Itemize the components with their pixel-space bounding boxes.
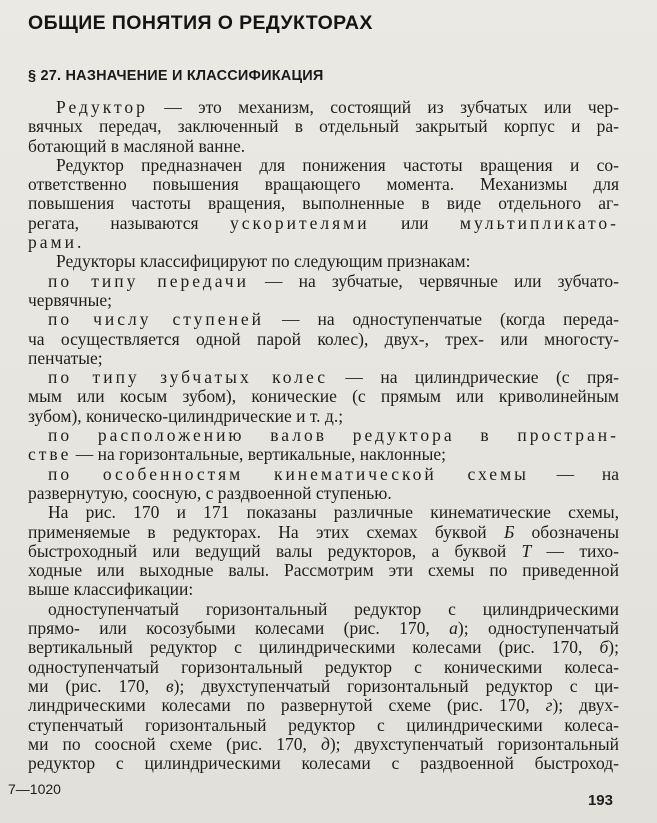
text-line: вертикальный редуктор с цилиндрическими колесами (рис. 170, б);	[28, 637, 619, 658]
text-line: ходные или выходные валы. Рассмотрим эти схемы по приведенной	[28, 560, 619, 581]
text-line: применяемые в редукторах. На этих схемах буквой Б обозначены	[28, 521, 619, 542]
text-line: Редукторы классифицируют по следующим признакам:	[56, 251, 471, 272]
text-line: ботающий в масляной ванне.	[28, 135, 246, 156]
text-line: по типу зубчатых колес — на цилиндрические (с пря-	[48, 367, 619, 388]
text-line: зубом), коническо-цилиндрические и т. д.;	[28, 405, 344, 426]
text-line: мым или косым зубом), конические (с прямым или криволинейным	[28, 386, 619, 407]
signature-mark: 7—1020	[8, 781, 61, 797]
text-line: по типу передачи — на зубчатые, червячные или зубчато-	[48, 270, 619, 291]
text-line: На рис. 170 и 171 показаны различные кинематические схемы,	[48, 502, 619, 523]
text-line: рами.	[28, 232, 82, 253]
text-line: Редуктор — это механизм, состоящий из зубчатых или чер-	[56, 97, 619, 117]
section-title: § 27. НАЗНАЧЕНИЕ И КЛАССИФИКАЦИЯ	[28, 68, 324, 84]
text-line: прямо- или косозубыми колесами (рис. 170, а); одноступенчатый	[28, 618, 619, 639]
text-line: по особенностям кинематической схемы — на	[48, 463, 619, 484]
text-line: вячных передач, заключенный в отдельный закрытый корпус и ра-	[28, 116, 619, 137]
text-line: ми (рис. 170, в); двухступенчатый горизонтальный редуктор с ци-	[28, 675, 620, 696]
text-line: ступенчатый горизонтальный редуктор с цилиндрическими колеса-	[28, 714, 619, 735]
text-line: повышения частоты вращения, выполненные в виде отдельного аг-	[28, 193, 619, 214]
text-line: одноступенчатый горизонтальный редуктор с коническими колеса-	[28, 656, 619, 677]
text-line: линдрическими колесами по развернутой схеме (рис. 170, г); двух-	[28, 695, 620, 716]
text-line: червячные;	[28, 289, 112, 310]
chapter-title: ОБЩИЕ ПОНЯТИЯ О РЕДУКТОРАХ	[28, 12, 373, 34]
text-line: быстроходный или ведущий валы редукторов, а буквой Т — тихо-	[28, 540, 619, 561]
text-line: Редуктор предназначен для понижения частоты вращения и со-	[56, 154, 619, 175]
text-line: ча осуществляется одной парой колес), двух-, трех- или многосту-	[28, 328, 619, 349]
text-line: пенчатые;	[28, 347, 103, 368]
body-text	[28, 98, 619, 773]
text-line: по расположению валов редуктора в простран-	[48, 425, 619, 446]
text-line: развернутую, соосную, с раздвоенной ступенью.	[28, 482, 392, 503]
text-line: редуктор с цилиндрическими колесами с раздвоенной быстроход-	[28, 753, 619, 774]
text-line: регата, называются ускорителями или мультипликато-	[28, 212, 620, 233]
text-line: ответственно повышения вращающего момента. Механизмы для	[28, 174, 619, 195]
text-line: по числу ступеней — на одноступенчатые (когда переда-	[48, 309, 619, 330]
text-line: ми по соосной схеме (рис. 170, д); двухступенчатый горизонтальный	[28, 733, 619, 754]
text-line: выше классификации:	[28, 579, 194, 600]
text-line: стве — на горизонтальные, вертикальные, наклонные;	[28, 444, 446, 465]
page-number: 193	[587, 792, 613, 809]
text-line: одноступенчатый горизонтальный редуктор с цилиндрическими	[48, 598, 619, 619]
